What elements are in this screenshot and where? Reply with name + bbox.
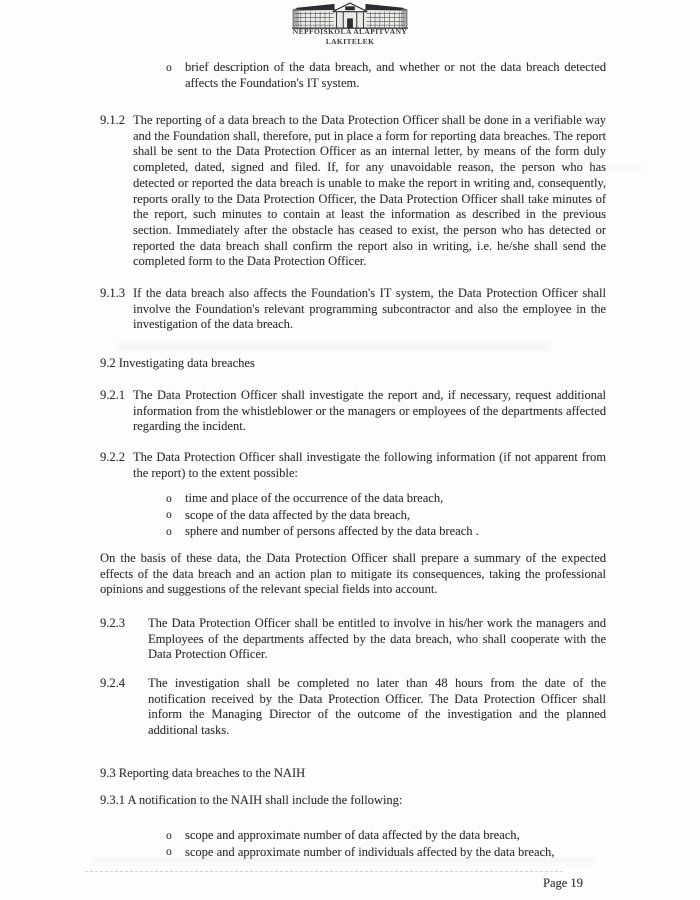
- bullet-marker: o: [166, 492, 172, 505]
- section-text: The Data Protection Officer shall be entitled to involve in his/her work the managers and Employees of the departments affected by the data breach, who shall cooperate with the Data Protection Officer.: [148, 616, 606, 662]
- scan-artifact: [612, 165, 642, 169]
- heading-number: 9.3: [100, 766, 116, 780]
- list-item-text: sphere and number of persons affected by the data breach .: [185, 524, 479, 539]
- logo-org-name: [250, 27, 450, 46]
- list-item-text: time and place of the occurrence of the data breach,: [185, 491, 444, 505]
- list-item: [100, 508, 606, 524]
- scan-artifact: [118, 344, 548, 350]
- section-number: 9.2.4: [100, 676, 125, 690]
- section-9-2-2: [100, 450, 606, 481]
- section-text: If the data breach also affects the Foundation's IT system, the Data Protection Officer shall involve the Foundation's relevant programming subcontractor and also the employee in the investigation of the data breach.: [133, 286, 606, 332]
- section-9-2-3: [100, 616, 606, 663]
- heading-title: Investigating data breaches: [118, 356, 255, 370]
- list-item-text: brief description of the data breach, and whether or not the data breach detected affects the Foundation's IT system.: [185, 60, 606, 90]
- list-item: [100, 524, 606, 540]
- building-logo-icon: [290, 2, 410, 29]
- section-9-3-1: [100, 793, 606, 809]
- section-number: 9.2.1: [100, 388, 125, 402]
- bullet-marker: o: [166, 829, 172, 842]
- heading-9-2: [100, 356, 606, 372]
- scan-artifact: [95, 858, 595, 863]
- logo-org-line1: NÉPFŐISKOLA ALAPÍTVÁNY: [292, 27, 408, 36]
- bullet-marker: o: [166, 509, 172, 522]
- section-number: 9.2.3: [100, 616, 125, 630]
- intro-bullet-list: [100, 60, 606, 92]
- list-item-text: scope and approximate number of individuals affected by the data breach,: [185, 844, 555, 859]
- page-number: Page 19: [543, 876, 583, 890]
- section-text: The reporting of a data breach to the Data Protection Officer shall be done in a verifiable way and the Foundation shall, therefore, put in place a form for reporting data breaches. The report shall be sent to the Data Protection Officer as an internal letter, by means of the form duly completed, dated, signed and filed. If, for any unavoidable reason, the person who has detected or reported the data breach is unable to make the report in writing and, consequently, reports orally to the Data Protection Officer, the Data Protection Officer shall take minutes of the report, such minutes to contain at least the information as described in the previous section. Immediately after the obstacle has ceased to exist, the person who has detected or reported the data breach shall confirm the report also in writing, i.e. he/she shall send the completed form to the Data Protection Officer.: [133, 113, 606, 269]
- list-item: [100, 60, 606, 91]
- paragraph-text: On the basis of these data, the Data Protection Officer shall prepare a summary of the expected effects of the data breach and an action plan to mitigate its consequences, taking the professional opinions and suggestions of the relevant special fields into account.: [100, 551, 606, 597]
- section-9-1-2: [100, 113, 606, 270]
- section-number: 9.3.1: [100, 793, 125, 807]
- logo-org-line2: LAKITELEK: [325, 36, 375, 46]
- bullet-marker: o: [166, 61, 172, 74]
- bullet-marker: o: [166, 846, 172, 859]
- list-item: [100, 828, 606, 844]
- section-9-2-2-list: [100, 491, 606, 541]
- basis-paragraph: [100, 551, 606, 598]
- heading-9-3: [100, 766, 606, 782]
- list-item-text: scope and approximate number of data affected by the data breach,: [185, 828, 520, 842]
- section-number: 9.2.2: [100, 450, 125, 464]
- list-item-text: scope of the data affected by the data breach,: [185, 507, 410, 522]
- section-number: 9.1.2: [100, 113, 125, 127]
- footer-divider: [85, 871, 563, 872]
- bullet-marker: o: [166, 525, 172, 538]
- section-9-2-4: [100, 676, 606, 739]
- section-text: The Data Protection Officer shall investigate the following information (if not apparent from the report) to the extent possible:: [133, 450, 606, 480]
- heading-title: Reporting data breaches to the NAIH: [118, 766, 306, 780]
- list-item: [100, 491, 606, 507]
- section-9-3-1-list: [100, 828, 606, 861]
- section-number: 9.1.3: [100, 286, 125, 300]
- heading-number: 9.2: [100, 356, 116, 370]
- section-text: The Data Protection Officer shall investigate the report and, if necessary, request additional information from the whistleblower or the managers or employees of the departments affected regarding the incident.: [133, 388, 606, 434]
- section-text: The investigation shall be completed no later than 48 hours from the date of the notification received by the Data Protection Officer. The Data Protection Officer shall inform the Managing Director of the outcome of the investigation and the planned additional tasks.: [148, 676, 606, 738]
- section-9-2-1: [100, 388, 606, 435]
- section-9-1-3: [100, 286, 606, 333]
- section-text: A notification to the NAIH shall include the following:: [127, 793, 403, 807]
